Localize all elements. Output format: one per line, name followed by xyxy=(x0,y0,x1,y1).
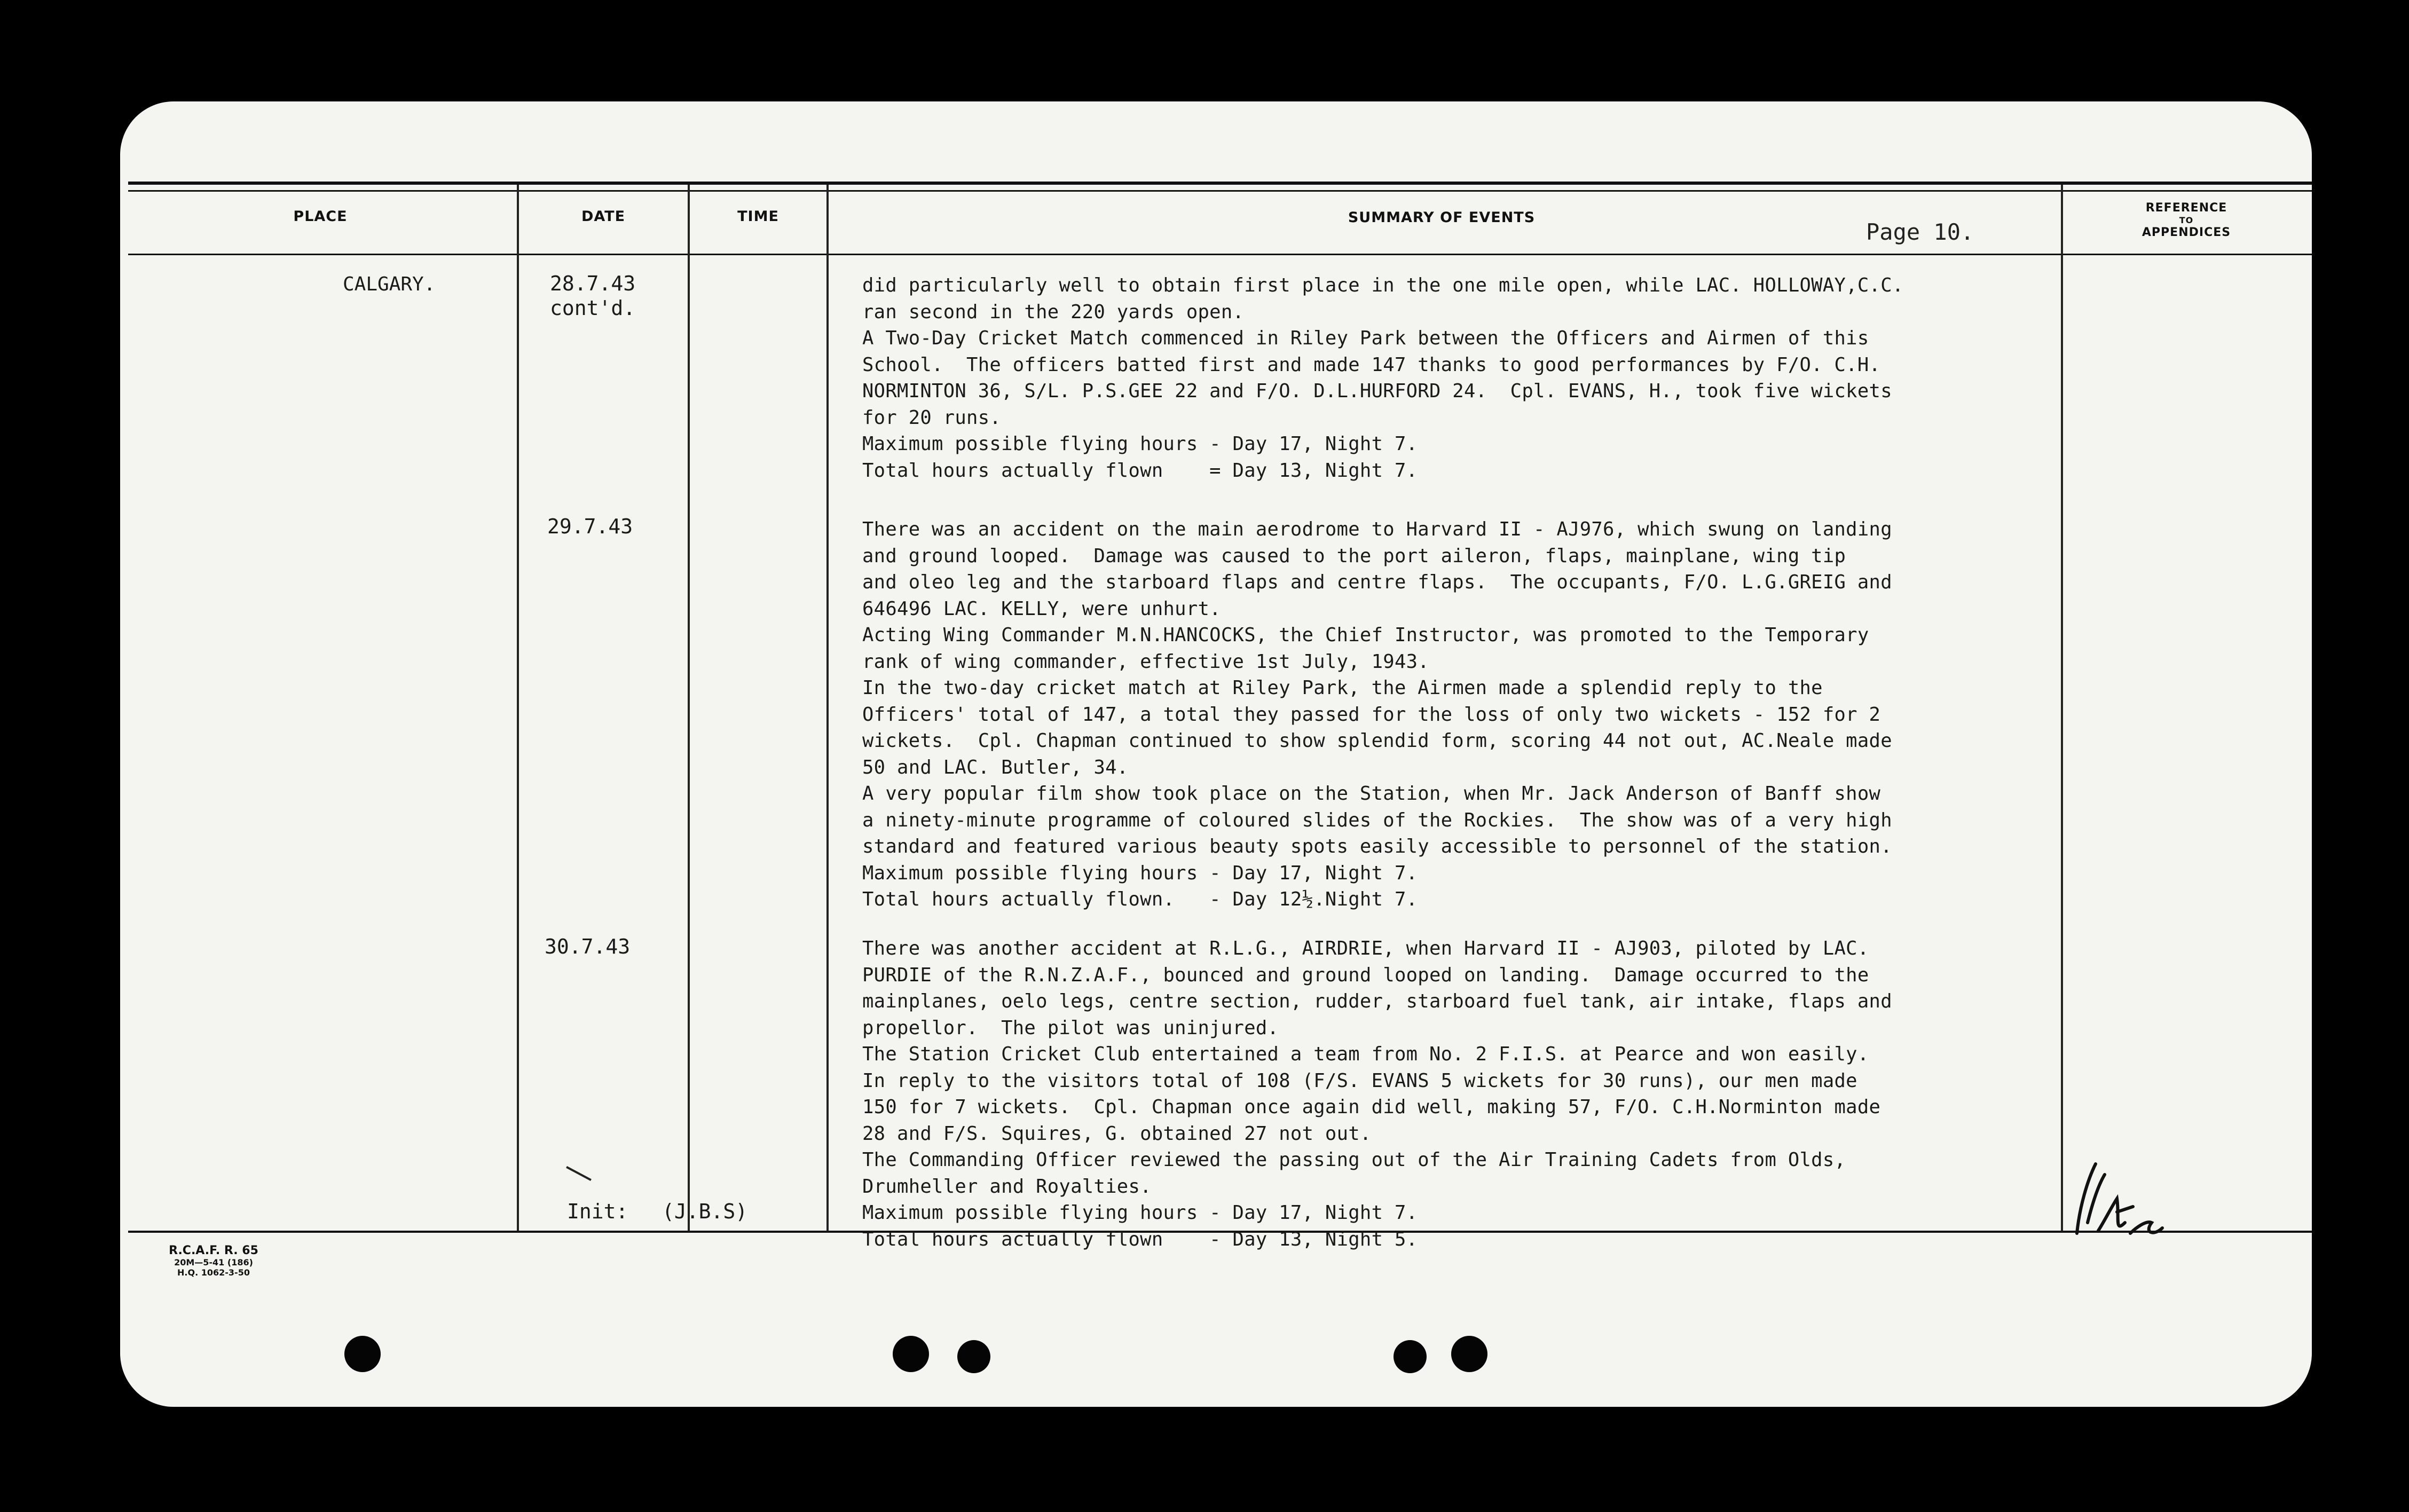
punch-hole xyxy=(893,1336,929,1372)
header-reference-line-2: TO xyxy=(2179,215,2194,225)
event-line: Maximum possible flying hours - Day 17, Night 7. xyxy=(862,433,1418,455)
init-label: Init: xyxy=(567,1200,628,1223)
event-line: did particularly well to obtain first place in the one mile open, while LAC. HOLLOWAY,C.C. xyxy=(862,274,1904,296)
header-date: DATE xyxy=(581,208,626,225)
form-code xyxy=(160,1244,267,1278)
event-line: Maximum possible flying hours - Day 17, Night 7. xyxy=(862,862,1418,884)
event-line: and ground looped. Damage was caused to the port aileron, flaps, mainplane, wing tip xyxy=(862,545,1846,567)
events-block-2 xyxy=(862,516,2053,913)
event-line: 150 for 7 wickets. Cpl. Chapman once again did well, making 57, F/O. C.H.Norminton made xyxy=(862,1096,1881,1118)
event-line: The Commanding Officer reviewed the passing out of the Air Training Cadets from Olds, xyxy=(862,1149,1846,1171)
top-rule-thick xyxy=(128,182,2312,185)
event-line: PURDIE of the R.N.Z.A.F., bounced and ground looped on landing. Damage occurred to the xyxy=(862,964,1869,986)
form-code-line-2: 20M—5-41 (186) xyxy=(174,1257,253,1267)
column-divider-place xyxy=(517,185,519,1231)
header-rule xyxy=(128,254,2312,255)
column-divider-date xyxy=(688,185,690,1231)
event-line: ran second in the 220 yards open. xyxy=(862,301,1245,323)
init-value: (J.B.S) xyxy=(662,1200,748,1223)
event-line: for 20 runs. xyxy=(862,406,1002,429)
date-entry-1 xyxy=(550,271,635,320)
date-entry-2: 29.7.43 xyxy=(547,515,633,538)
form-code-line-1: R.C.A.F. R. 65 xyxy=(169,1244,258,1257)
event-line: and oleo leg and the starboard flaps and centre flaps. The occupants, F/O. L.G.GREIG and xyxy=(862,571,1892,593)
event-line: In reply to the visitors total of 108 (F/S. EVANS 5 wickets for 30 runs), our men made xyxy=(862,1069,1857,1092)
event-line: School. The officers batted first and made 147 thanks to good performances by F/O. C.H. xyxy=(862,353,1881,376)
handwritten-initials-signature xyxy=(2066,1143,2173,1244)
event-line: standard and featured various beauty spots easily accessible to personnel of the station. xyxy=(862,836,1892,857)
event-line: mainplanes, oelo legs, centre section, rudder, starboard fuel tank, air intake, flaps and xyxy=(862,990,1892,1012)
header-reference-line-1: REFERENCE xyxy=(2145,201,2227,215)
event-line: Drumheller and Royalties. xyxy=(862,1175,1152,1198)
date-entry-3: 30.7.43 xyxy=(545,935,631,958)
header-reference xyxy=(2072,200,2301,241)
column-divider-summary xyxy=(2061,185,2063,1231)
events-block-3 xyxy=(862,935,2053,1253)
header-reference-line-3: APPENDICES xyxy=(2142,226,2231,239)
event-line: propellor. The pilot was uninjured. xyxy=(862,1017,1279,1039)
header-time: TIME xyxy=(737,208,779,225)
punch-hole xyxy=(1451,1336,1487,1372)
punch-hole xyxy=(957,1340,990,1373)
punch-hole xyxy=(344,1336,381,1372)
event-line: In the two-day cricket match at Riley Park, the Airmen made a splendid reply to the xyxy=(862,677,1823,699)
events-block-1 xyxy=(862,272,2053,484)
event-line: A Two-Day Cricket Match commenced in Riley Park between the Officers and Airmen of this xyxy=(862,327,1869,349)
event-line: Total hours actually flown - Day 13, Night 5. xyxy=(862,1228,1418,1250)
page-number: Page 10. xyxy=(1866,219,1974,245)
event-line: Maximum possible flying hours - Day 17, Night 7. xyxy=(862,1202,1418,1224)
event-line: The Station Cricket Club entertained a team from No. 2 F.I.S. at Pearce and won easily. xyxy=(862,1043,1869,1065)
date-entry-1-date: 28.7.43 xyxy=(550,272,636,295)
column-divider-time xyxy=(826,185,829,1231)
event-line: Total hours actually flown. - Day 12½.Night 7. xyxy=(862,888,1418,910)
top-rule-thin xyxy=(128,190,2312,192)
date-entry-1-contd: cont'd. xyxy=(550,296,636,320)
header-summary: SUMMARY OF EVENTS xyxy=(1348,209,1536,226)
event-line: 28 and F/S. Squires, G. obtained 27 not out. xyxy=(862,1122,1372,1145)
event-line: Officers' total of 147, a total they passed for the loss of only two wickets - 152 for 2 xyxy=(862,703,1881,726)
event-line: There was an accident on the main aerodrome to Harvard II - AJ976, which swung on landing xyxy=(862,518,1892,540)
event-line: There was another accident at R.L.G., AIRDRIE, when Harvard II - AJ903, piloted by LAC. xyxy=(862,938,1869,959)
event-line: Total hours actually flown = Day 13, Night 7. xyxy=(862,459,1418,482)
event-line: a ninety-minute programme of coloured slides of the Rockies. The show was of a very high xyxy=(862,809,1892,831)
event-line: 50 and LAC. Butler, 34. xyxy=(862,756,1129,778)
place-value: CALGARY. xyxy=(343,273,436,295)
header-place: PLACE xyxy=(293,208,348,225)
event-line: A very popular film show took place on the Station, when Mr. Jack Anderson of Banff show xyxy=(862,783,1881,805)
form-code-line-3: H.Q. 1062-3-50 xyxy=(177,1267,250,1278)
event-line: wickets. Cpl. Chapman continued to show splendid form, scoring 44 not out, AC.Neale made xyxy=(862,730,1892,752)
punch-hole xyxy=(1394,1340,1427,1373)
event-line: rank of wing commander, effective 1st July, 1943. xyxy=(862,650,1429,673)
event-line: NORMINTON 36, S/L. P.S.GEE 22 and F/O. D.L.HURFORD 24. Cpl. EVANS, H., took five wickets xyxy=(862,380,1892,402)
event-line: Acting Wing Commander M.N.HANCOCKS, the Chief Instructor, was promoted to the Temporary xyxy=(862,624,1869,646)
event-line: 646496 LAC. KELLY, were unhurt. xyxy=(862,597,1221,620)
